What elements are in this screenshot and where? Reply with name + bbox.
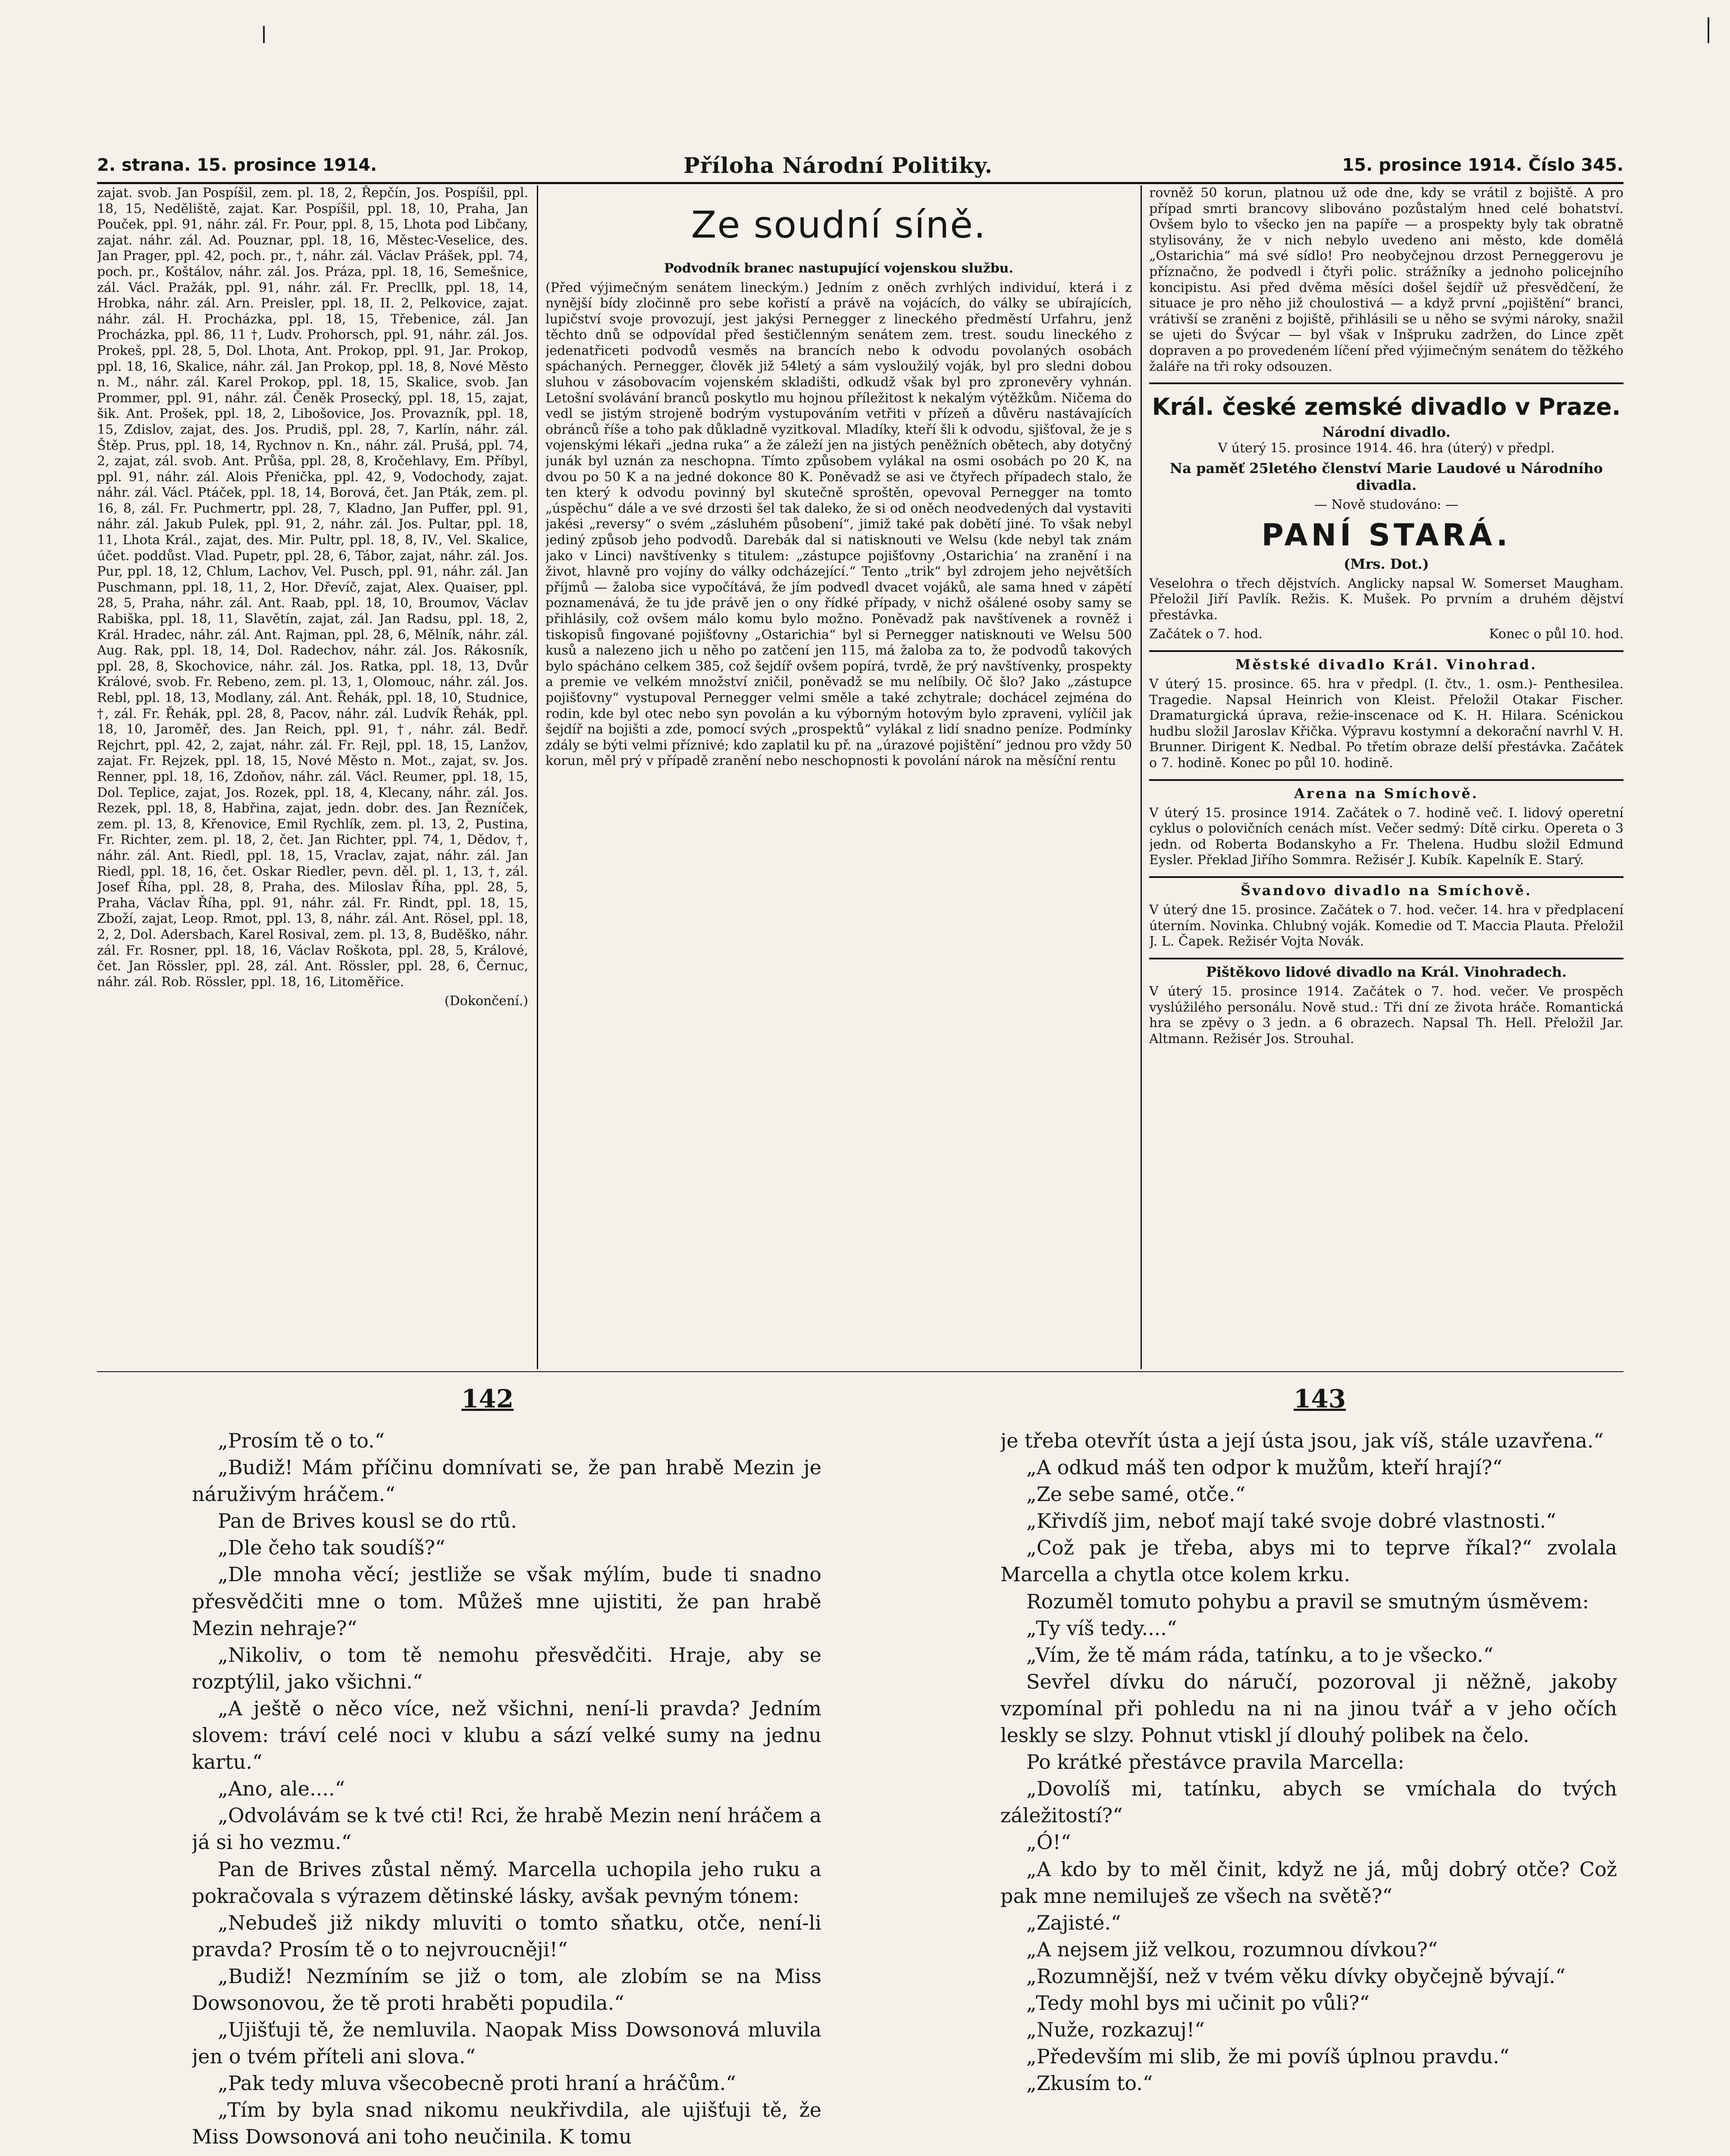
- header-right: 15. prosince 1914. Číslo 345.: [1342, 155, 1623, 175]
- vinohrady-theatre-text: V úterý 15. prosince. 65. hra v předpl. (I. čtv., 1. osm.)- Penthesilea. Tragedie. Napsal Heinrich von Kleist. Přeložil Otakar Fischer. Dramaturgická úprava, režie-inscenace od K. H. Hilara. Scénickou hudbu složil Jaroslav Křička. Výpravu kostymní a dekorační navrhl V. H. Brunner. Dirigent K. Nedbal. Po třetím obraze delší přestávka. Začátek o 7. hodině. Konec po půl 10. hodině.: [1149, 677, 1623, 771]
- court-article-column: [545, 185, 1132, 1369]
- book-paragraph: „Především mi slib, že mi povíš úplnou pravdu.“: [1026, 2045, 1510, 2068]
- scan-mark: [1708, 17, 1709, 43]
- book-paragraph: Sevřel dívku do náručí, pozoroval ji něžně, jakoby vzpomínal při pohledu na ni na jinou tvář a v jeho očích leskly se slzy. Pohnut vtiskl jí dlouhý polibek na čelo.: [1000, 1670, 1617, 1747]
- book-paragraph: „Tedy mohl bys mi učinit po vůli?“: [1026, 1991, 1370, 2015]
- header-left: 2. strana. 15. prosince 1914.: [97, 155, 377, 175]
- book-paragraph: „Nikoliv, o tom tě nemohu přesvědčiti. Hraje, aby se rozptýlil, jako všichni.“: [192, 1643, 821, 1693]
- book-paragraph: „Vím, že tě mám ráda, tatínku, a to je všecko.“: [1026, 1643, 1494, 1667]
- book-paragraph: „Dovolíš mi, tatínku, abych se vmíchala do tvých záležitostí?“: [1000, 1777, 1617, 1827]
- theatre-column: [1149, 185, 1623, 1369]
- book-paragraph: „Ze sebe samé, otče.“: [1026, 1482, 1246, 1506]
- svandovo-text: V úterý dne 15. prosince. Začátek o 7. hod. večer. 14. hra v předplacení úterním. Novinka. Chlubný voják. Komedie od T. Maccia Plauta. Přeložil J. L. Čapek. Režisér Vojta Novák.: [1149, 903, 1623, 950]
- book-paragraph: „Ó!“: [1026, 1830, 1071, 1854]
- book-paragraph: „A ještě o něco více, než všichni, není-li pravda? Jedním slovem: tráví celé noci v klubu a sází velké sumy na jednu kartu.“: [192, 1696, 821, 1774]
- arena-name: Arena na Smíchově.: [1294, 785, 1479, 802]
- national-theatre-date: V úterý 15. prosince 1914. 46. hra (úterý) v předpl.: [1218, 441, 1555, 456]
- separator: [1149, 650, 1623, 652]
- continued-note: (Dokončení.): [444, 993, 528, 1009]
- book-paragraph: „Dle čeho tak soudíš?“: [218, 1536, 445, 1560]
- book-paragraph: „Budiž! Mám příčinu domnívati se, že pan hrabě Mezin je náruživým hráčem.“: [192, 1456, 821, 1506]
- column-rule: [537, 185, 538, 1369]
- separator: [1149, 779, 1623, 781]
- book-paragraph: Pan de Brives zůstal němý. Marcella uchopila jeho ruku a pokračovala s výrazem dětinské lásky, avšak pevným tónem:: [192, 1857, 821, 1908]
- book-paragraph: Pan de Brives kousl se do rtů.: [218, 1509, 517, 1533]
- national-theatre-name: Národní divadlo.: [1322, 424, 1451, 440]
- pistek-name: Pištěkovo lidové divadlo na Král. Vinohradech.: [1206, 963, 1567, 980]
- play-end: Konec o půl 10. hod.: [1489, 627, 1623, 642]
- article-continuation: rovněž 50 korun, platnou už ode dne, kdy se vrátil z bojiště. A pro případ smrti brancovy slibováno pozůstalým hned celé bohatství. Ovšem bylo to všecko jen na papíře — a prospekty byly tak obratně stylisovány, že v nich nebylo uvedeno ani město, kde domělá „Ostarichia“ má své sídlo! Pro neobyčejnou drzost Perneggerovu je příznačno, že podvedl i čtyři polic. strážníky a jednoho policejního koncipistu. Asi před dvěma měsíci došel šejdíř už přesvědčení, že situace je pro něho již choulostivá — a když první „pojištění“ branci, vrátivší se zraněni z bojiště, přihlásili se u něho se svými nároky, snažil se ujeti do Švýcar — byl však v Inšpruku zadržen, do Lince zpět dopraven a po provedeném líčení před výjimečným senátem do těžkého žaláře na tři roky odsouzen.: [1149, 185, 1623, 374]
- article-subhead: Podvodník branec nastupující vojenskou službu.: [664, 260, 1013, 276]
- book-paragraph: „Dle mnoha věcí; jestliže se však mýlím, bude ti snadno přesvědčiti mne o tom. Můžeš mne ujistiti, že pan hrabě Mezin nehraje?“: [192, 1563, 821, 1640]
- book-paragraph: „Ty víš tedy....“: [1026, 1616, 1177, 1640]
- section-title: Ze soudní síně.: [691, 204, 987, 247]
- play-title: PANÍ STARÁ.: [1261, 517, 1511, 553]
- book-paragraph: „Zkusím to.“: [1026, 2071, 1153, 2095]
- arena-text: V úterý 15. prosince 1914. Začátek o 7. hodině več. I. lidový operetní cyklus o polovičních cenách míst. Večer sedmý: Dítě cirku. Opereta o 3 jedn. od Roberta Bodanskyho a Fr. Thelena. Hudbu složil Edmund Eysler. Překlad Jiřího Sommra. Režisér J. Kubík. Kapelník E. Starý.: [1149, 805, 1623, 868]
- book-paragraph: „Tím by byla snad nikomu neukřivdila, ale ujišťuji tě, že Miss Dowsonová ani toho neučinila. K tomu: [192, 2098, 821, 2149]
- book-paragraph: Po krátké přestávce pravila Marcella:: [1026, 1750, 1404, 1774]
- book-paragraph: „Odvolávám se k tvé cti! Rci, že hrabě Mezin není hráčem a já si ho vezmu.“: [192, 1804, 821, 1854]
- separator: [1149, 382, 1623, 384]
- play-times: [1149, 627, 1623, 642]
- article-body: (Před výjimečným senátem lineckým.) Jedním z oněch zvrhlých individuí, která i z nynější bídy zločinně pro sebe kořistí a právě na vojácích, do války se ubírajících, lupičství svoje provozují, jest jakýsi Pernegger z lineckého předměstí Urfahru, jenž těchto dnů se odpovídal před šestičlenným senátem zem. trest. soudu lineckého z jedenatřiceti podvodů vesměs na brancích nebo k odvodu povolaných osobách spáchaných. Pernegger, člověk již 54letý a sám vysloužilý voják, byl pro sledni dobou sluhou v zásobovacím vojenském skladišti, odkudž však byl pro zpronevěry vyhnán. Letošní svolávání branců poskytlo mu hojnou příležitost k nekalým výtěžkům. Ničema do vedl se jistým strojeně bodrým vystupováním vetřiti v přízeň a důvěru nastávajících obránců říše a toho pak důkladně vyzitkoval. Mladíky, kteří šli k odvodu, sjišťoval, že je s vojenskými lékaři „jedna ruka“ a že záleží jen na jistých peněžních obětech, aby dotyčný junák byl uznán za neschopna. Tímto způsobem vylákal na osmi osobách po 20 K, na dvou po 50 K a na jedné dokonce 80 K. Poněvadž se asi ve čtyřech případech stalo, že ten který k odvodu povinný byl skutečně sproštěn, opevoval Pernegger na tomto „úspěchu“ dále a ve své drzosti šel tak daleko, že si od oněch neodvedených dal vystaviti jakési „reversy“ o svém „zásluhém působení“, jimiž také pak dobětí jiné. To však nebyl jediný způsob jeho podvodů. Darebák dal si natisknouti ve Welsu (kde nebyl tak znám jako v Linci) navštívenky s titulem: „zástupce pojišťovny ‚Ostarichia‘ na zranění i na život, hlavně pro vojíny do války odcházející.“ Tento „trik“ byl zdrojem jeho největších příjmů — žaloba sice vypočítává, že jím podvedl dvacet vojáků, ale sama hned v zápětí poznamenává, že tu jde právě jen o ony řídké případy, v nichž ošálené osoby samy se přihlásily, což ovšem málo komu bylo možno. Poněvadž pak navštívenek a rovněž i tiskopisů fingované pojišťovny „Ostarichia“ byl si Pernegger natisknouti ve Welsu 500 kusů a nalezeno jich u něho po zatčení jen 115, má žaloba za to, že podvodů takových bylo spácháno celkem 385, což šejdíř ovšem popírá, tvrdě, že prý navštívenky, prospekty a premie ve velkém množství zničil, poněvadž se mu nelíbily. Oč šlo? Jako „zástupce pojišťovny“ vystupoval Pernegger velmi směle a také zchytrale; dochácel zejména do rodin, kde byl otec nebo syn povolán a ku výborným hotovým bylo zpraveni, vylíčil jak šejdíř na bojišti a zde, pomocí svých „prospektů“ vylákal z lidí snadno peníze. Podmínky zdály se býti velmi příznivé; kdo zaplatil ku př. na „úrazové pojištění“ jednou pro vždy 50 korun, měl prý v případě zranění nebo neschopnosti k povolání nárok na měsíční rentu: [545, 280, 1132, 769]
- theatre-heading: Král. české zemské divadlo v Praze.: [1152, 393, 1621, 421]
- play-description: Veselohra o třech dějstvích. Anglicky napsal W. Somerset Maugham. Přeložil Jiří Pavlík. Režis. K. Mušek. Po prvním a druhém dějství přestávka.: [1149, 576, 1623, 623]
- separator: [1149, 958, 1623, 959]
- page-number-left: 142: [461, 1384, 514, 1413]
- book-page-right: [1000, 1427, 1617, 2156]
- book-paragraph: „Nuže, rozkazuj!“: [1026, 2018, 1205, 2042]
- scan-mark: [263, 26, 265, 43]
- book-paragraph: je třeba otevřít ústa a její ústa jsou, jak víš, stále uzavřena.“: [1000, 1429, 1604, 1452]
- vinohrady-theatre-name: Městské divadlo Král. Vinohrad.: [1235, 656, 1538, 673]
- fold-rule: [97, 1371, 1623, 1372]
- book-paragraph: „Křivdíš jim, neboť mají také svoje dobré vlastnosti.“: [1026, 1509, 1556, 1533]
- book-paragraph: „Budiž! Nezmíním se již o tom, ale zlobím se na Miss Dowsonovou, že tě proti hraběti popudila.“: [192, 1964, 821, 2015]
- book-page-left: [192, 1427, 821, 2156]
- play-start: Začátek o 7. hod.: [1149, 627, 1263, 642]
- book-paragraph: „Nebudeš již nikdy mluviti o tomto sňatku, otče, není-li pravda? Prosím tě o to nejvroucněji!“: [192, 1911, 821, 1961]
- book-paragraph: „Ujišťuji tě, že nemluvila. Naopak Miss Dowsonová mluvila jen o tvém příteli ani slova.“: [192, 2018, 821, 2068]
- header-rule: [97, 182, 1623, 184]
- book-paragraph: „Rozumnější, než v tvém věku dívky obyčejně bývají.“: [1026, 1964, 1566, 1988]
- pistek-text: V úterý 15. prosince 1914. Začátek o 7. hod. večer. Ve prospěch vyslúžilého personálu. Nově stud.: Tři dní ze života hráče. Romantická hra se zpěvy o 3 jedn. a 6 obrazech. Napsal Th. Hell. Přeložil Jar. Altmann. Režisér Jos. Strouhal.: [1149, 984, 1623, 1047]
- national-theatre-memo: Na paměť 25letého členství Marie Laudové u Národního divadla.: [1169, 460, 1603, 493]
- book-paragraph: „Ano, ale....“: [218, 1777, 345, 1801]
- national-theatre-new: — Nově studováno: —: [1314, 497, 1458, 512]
- book-paragraph: „A nejsem již velkou, rozumnou dívkou?“: [1026, 1937, 1438, 1961]
- page-number-right: 143: [1294, 1384, 1346, 1413]
- newspaper-header: [97, 147, 1623, 181]
- book-paragraph: „Pak tedy mluva všecobecně proti hraní a hráčům.“: [218, 2071, 736, 2095]
- book-paragraph: „Prosím tě o to.“: [218, 1429, 385, 1452]
- book-paragraph: „Zajisté.“: [1026, 1911, 1121, 1934]
- column-rule: [1141, 185, 1142, 1369]
- book-paragraph: „A kdo by to měl činit, když ne já, můj dobrý otče? Což pak mne nemiluješ ze všech na světě?“: [1000, 1857, 1617, 1908]
- header-center: Příloha Národní Politiky.: [683, 153, 993, 178]
- book-paragraph: Rozuměl tomuto pohybu a pravil se smutným úsměvem:: [1026, 1589, 1589, 1613]
- book-paragraph: „A odkud máš ten odpor k mužům, kteří hrají?“: [1026, 1456, 1503, 1479]
- separator: [1149, 876, 1623, 878]
- play-subtitle: (Mrs. Dot.): [1344, 555, 1429, 572]
- casualty-list-column: [97, 185, 528, 1369]
- svandovo-name: Švandovo divadlo na Smíchově.: [1241, 882, 1532, 899]
- casualty-list-text: zajat. svob. Jan Pospíšil, zem. pl. 18, 2, Řepčín, Jos. Pospíšil, ppl. 18, 15, Neděliště, zajat. Kar. Pospíšil, ppl. 18, 10, Praha, Jan Pouček, ppl. 91, náhr. zál. Fr. Pour, ppl. 8, 15, Lhota pod Libčany, zajat. náhr. zál. Ad. Pouznar, ppl. 18, 16, Městec-Veselice, des. Jan Prager, ppl. 42, poch. pr., †, náhr. zál. Václav Prášek, ppl. 74, poch. pr., Koštálov, náhr. zál. Jos. Práza, ppl. 18, 16, Semešnice, zál. Václ. Pražák, ppl. 91, náhr. zál. Fr. Precllk, ppl. 18, 14, Hrobka, náhr. zál. Arn. Preisler, ppl. 18, II. 2, Pelkovice, zajat. náhr. zál. H. Procházka, ppl. 18, 15, Třebenice, zál. Jan Procházka, ppl. 86, 11 †, Ludv. Prohorsch, ppl. 91, náhr. zál. Jos. Prokeš, ppl. 28, 5, Dol. Lhota, Ant. Prokop, ppl. 91, Jar. Prokop, ppl. 18, 16, Skalice, náhr. zál. Jan Prokop, ppl. 18, 8, Nové Město n. M., náhr. zál. Karel Prokop, ppl. 18, 15, Skalice, svob. Jan Prommer, ppl. 91, náhr. zál. Čeněk Prosecký, ppl. 18, 15, zajat, šik. Ant. Prošek, ppl. 18, 2, Libošovice, Jos. Provazník, ppl. 18, 15, Zdislov, zajat, des. Jos. Prudiš, ppl. 28, 7, Karlín, náhr. zál. Štěp. Prus, ppl. 18, 14, Rychnov n. Kn., náhr. zál. Prušá, ppl. 74, 2, zajat, zál. svob. Ant. Průša, ppl. 28, 8, Kročehlavy, Em. Příbyl, ppl. 91, náhr. zál. Alois Přenička, ppl. 42, 9, Vodochody, zajat. náhr. zál. Václ. Ptáček, ppl. 18, 14, Borová, čet. Jan Pták, zem. pl. 16, 8, zál. Fr. Puchmertr, ppl. 28, 7, Kladno, Jan Puffer, ppl. 91, náhr. zál. Jakub Pulek, ppl. 91, 2, náhr. zál. Jos. Pultar, ppl. 18, 11, Lhota Král., zajat, des. Mir. Pultr, ppl. 18, 8, IV., Vel. Skalice, účet. poddůst. Vlad. Pupetr, ppl. 28, 6, Tábor, zajat, náhr. zál. Jos. Pur, ppl. 18, 12, Chlum, Lachov, Vel. Pusch, ppl. 91, náhr. zál. Jan Puschmann, ppl. 18, 11, 2, Hor. Dřevíč, zajat, Alex. Quaiser, ppl. 28, 5, Praha, náhr. zál. Ant. Raab, ppl. 18, 10, Broumov, Václav Rabiška, ppl. 18, 11, Slavětín, zajat, zál. Jan Radsu, ppl. 18, 2, Král. Hradec, náhr. zál. Ant. Rajman, ppl. 28, 6, Mělník, náhr. zál. Aug. Rak, ppl. 18, 14, Dol. Radechov, náhr. zál. Jos. Rákosník, ppl. 28, 8, Skochovice, náhr. zál. Jos. Ratka, ppl. 18, 13, Dvůr Králové, svob. Fr. Rebeno, zem. pl. 13, 1, Olomouc, náhr. zál. Jos. Rebl, ppl. 18, 13, Modlany, zál. Ant. Řehák, ppl. 18, 10, Studnice, †, zál. Fr. Řehák, ppl. 28, 8, Pacov, náhr. zál. Ludvík Řehák, ppl. 18, 10, Jaroměř, des. Jan Reich, ppl. 91, †, náhr. zál. Bedř. Rejchrt, ppl. 42, 2, zajat, náhr. zál. Fr. Rejl, ppl. 18, 15, Lanžov, zajat. Fr. Rejzek, ppl. 18, 15, Nové Město n. Mot., zajat, sv. Jos. Renner, ppl. 18, 16, Zdoňov, náhr. zál. Václ. Reumer, ppl. 18, 15, Dol. Teplice, zajat, Jos. Rozek, ppl. 18, 4, Klecany, náhr. zál. Jos. Rezek, ppl. 18, 8, Habřina, zajat, jedn. dobr. des. Jan Řezníček, zem. pl. 13, 8, Křenovice, Emil Rychlík, zem. pl. 13, 2, Pustina, Fr. Richter, zem. pl. 18, 2, čet. Jan Richter, ppl. 74, 1, Dědov, †, náhr. zál. Ant. Riedl, ppl. 18, 15, Vraclav, zajat, náhr. zál. Jan Riedl, ppl. 18, 16, čet. Oskar Riedler, pevn. děl. pl. 1, 13, †, zál. Josef Říha, ppl. 28, 8, Praha, des. Miloslav Říha, ppl. 28, 5, Praha, Václav Říha, ppl. 91, náhr. zál. Fr. Rindt, ppl. 18, 15, Zboží, zajat, Leop. Rmot, ppl. 13, 8, náhr. zál. Ant. Rösel, ppl. 18, 2, 2, Dol. Adersbach, Karel Rosival, zem. pl. 13, 8, Buděško, náhr. zál. Fr. Rosner, ppl. 18, 16, Václav Roškota, ppl. 28, 5, Králové, čet. Jan Rössler, ppl. 28, zál. Ant. Rössler, ppl. 28, 6, Černuc, náhr. zál. Rob. Rössler, ppl. 18, 16, Litoměřice.: [97, 185, 528, 990]
- book-paragraph: „Což pak je třeba, abys mi to teprve říkal?“ zvolala Marcella a chytla otce kolem krku.: [1000, 1536, 1617, 1586]
